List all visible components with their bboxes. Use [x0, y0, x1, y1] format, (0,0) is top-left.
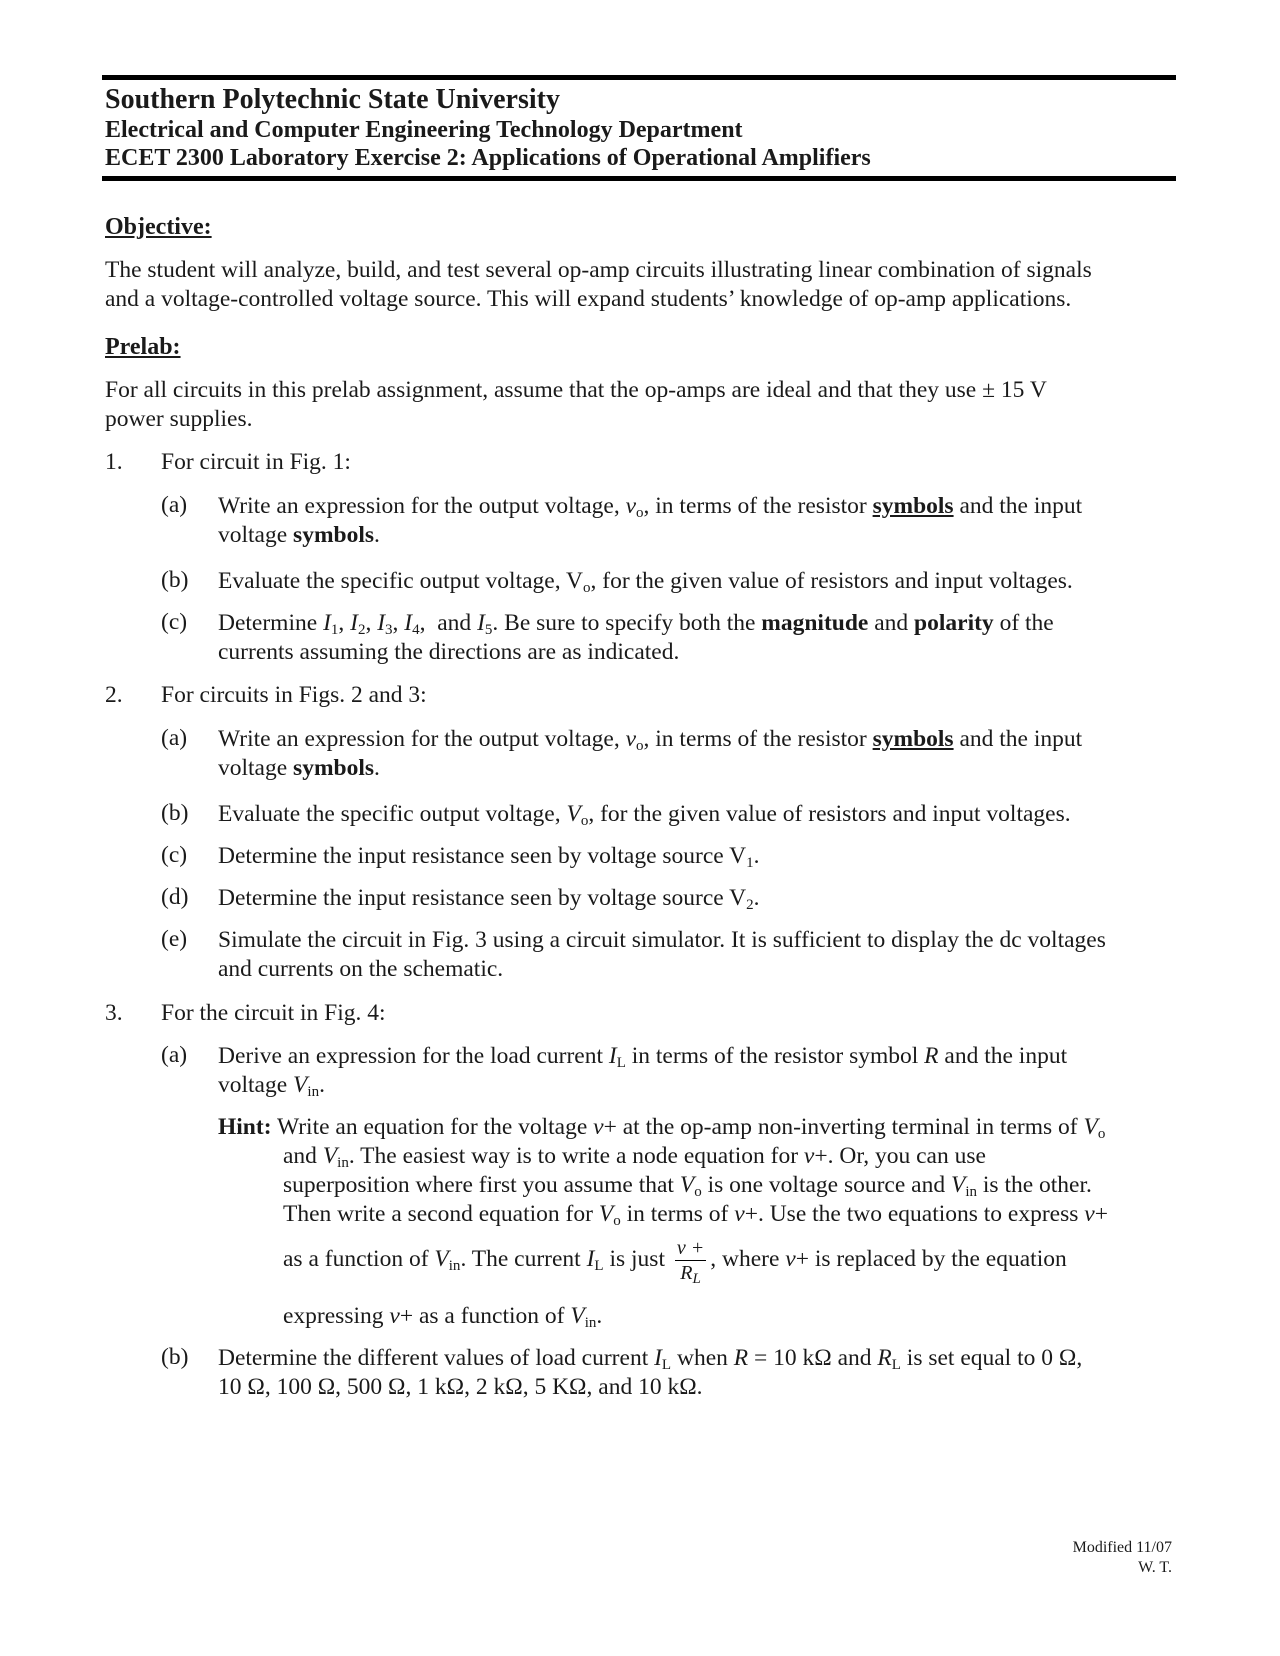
q2e-label: (e)	[161, 926, 188, 952]
q3-hint-line-3: superposition where first you assume that $V_o$ is one voltage source and $V_{in}$ is the other.	[283, 1172, 1092, 1200]
q1b-text-rest: , for the given value of resistors and input voltages.	[590, 568, 1073, 594]
footer	[1073, 1538, 1172, 1578]
q3b-line-2: 10 Ω, 100 Ω, 500 Ω, 1 kΩ, 2 kΩ, 5 KΩ, and 10 kΩ.	[218, 1374, 703, 1400]
q2c-label: (c)	[161, 842, 188, 868]
q1b-text	[218, 567, 1178, 596]
q3-number: 3.	[105, 1000, 123, 1026]
q2b-text: Evaluate the specific output voltage, $V_o$, for the given value of resistors and input voltages.	[218, 801, 1071, 829]
prelab-intro-line-1: For all circuits in this prelab assignment, assume that the op-amps are ideal and that they use ± 15 V	[105, 377, 1047, 403]
q1-number: 1.	[105, 449, 123, 475]
q2-number: 2.	[105, 682, 123, 708]
q1-text: For circuit in Fig. 1:	[161, 449, 351, 475]
q3-hint-line-5: as a function of $V_{in}$. The current $I_L$ is just $\frac{v +}{R_L}$ , where v+ is replaced by the equation	[283, 1237, 1067, 1287]
q3-hint-line-2: and $V_{in}$. The easiest way is to write a node equation for v+. Or, you can use	[283, 1143, 986, 1171]
objective-line-2: and a voltage-controlled voltage source. This will expand students’ knowledge of op-amp applications.	[105, 286, 1072, 312]
prelab-intro	[105, 376, 1047, 434]
q1b-sub: o	[583, 580, 591, 596]
q3-hint-line-4: Then write a second equation for $V_o$ in terms of v+. Use the two equations to express v+	[283, 1201, 1108, 1229]
q2c-text-main: Determine the input resistance seen by voltage source V	[218, 843, 747, 869]
prelab-heading: Prelab:	[105, 334, 181, 360]
q3b-label: (b)	[161, 1344, 189, 1370]
q2e-line-1: Simulate the circuit in Fig. 3 using a circuit simulator. It is sufficient to display the dc voltages	[218, 927, 1106, 953]
q2-text: For circuits in Figs. 2 and 3:	[161, 682, 427, 708]
hint-label: Hint:	[218, 1114, 272, 1140]
q3-text: For the circuit in Fig. 4:	[161, 1000, 386, 1026]
q1c-text: Determine $I_1$, $I_2$, $I_3$, $I_4$, and $I_5$. Be sure to specify both the magnitude and polarity of the currents assuming the directions are as indicated.	[218, 610, 1054, 665]
footer-modified: Modified 11/07	[1072, 1539, 1172, 1556]
q3-hint-line-6: expressing v+ as a function of $V_{in}$.	[283, 1303, 603, 1331]
q1a-label: (a)	[161, 492, 188, 518]
university-title: Southern Polytechnic State University	[105, 84, 560, 115]
q2d-label: (d)	[161, 884, 189, 910]
header-rule-bottom	[102, 176, 1176, 181]
objective-heading: Objective:	[105, 214, 212, 240]
department-title: Electrical and Computer Engineering Technology Department	[105, 117, 743, 143]
footer-author: W. T.	[1138, 1559, 1172, 1576]
q2b-label: (b)	[161, 800, 189, 826]
q2e-text	[218, 926, 1178, 984]
lab-title: ECET 2300 Laboratory Exercise 2: Applications of Operational Amplifiers	[105, 145, 871, 171]
q2c-text: Determine the input resistance seen by voltage source $V_1$.	[218, 843, 760, 871]
prelab-intro-line-2: power supplies.	[105, 406, 253, 432]
q2d-text: Determine the input resistance seen by voltage source $V_2$.	[218, 885, 760, 913]
q3-hint-line-1: Hint: Write an equation for the voltage v+ at the op-amp non-inverting terminal in terms of $V_o$	[218, 1114, 1106, 1142]
q3a-text: Derive an expression for the load current $I_L$ in terms of the resistor symbol R and the input voltage $V_{in}$.	[218, 1043, 1068, 1100]
q2a-text: Write an expression for the output voltage, $v_o$, in terms of the resistor symbols and the input voltage symbols.	[218, 726, 1083, 781]
objective-line-1: The student will analyze, build, and test several op-amp circuits illustrating linear combination of signals	[105, 257, 1092, 283]
q2a-label: (a)	[161, 725, 188, 751]
fraction-v-over-rl: $\frac{v +}{R_L}$	[676, 1237, 705, 1287]
q2d-sub: 2	[746, 897, 754, 913]
objective-text	[105, 256, 1092, 314]
q1c-label: (c)	[161, 609, 188, 635]
q2e-line-2: and currents on the schematic.	[218, 956, 504, 982]
header-rule-top	[102, 75, 1176, 80]
q1b-text-main: Evaluate the specific output voltage, V	[218, 568, 584, 594]
q1a-text: Write an expression for the output voltage, $v_o$, in terms of the resistor symbols and the input voltage symbols.	[218, 493, 1083, 548]
q2d-text-main: Determine the input resistance seen by voltage source V	[218, 885, 747, 911]
q3b-text: Determine the different values of load current $I_L$ when R = 10 kΩ and $R_L$ is set equal to 0 Ω, 10 Ω, 100 Ω, 500 Ω, 1 kΩ, 2 kΩ, 5 KΩ, and 10 kΩ.	[218, 1345, 1083, 1400]
q2c-sub: 1	[746, 855, 754, 871]
q1b-label: (b)	[161, 567, 189, 593]
q3a-label: (a)	[161, 1042, 188, 1068]
